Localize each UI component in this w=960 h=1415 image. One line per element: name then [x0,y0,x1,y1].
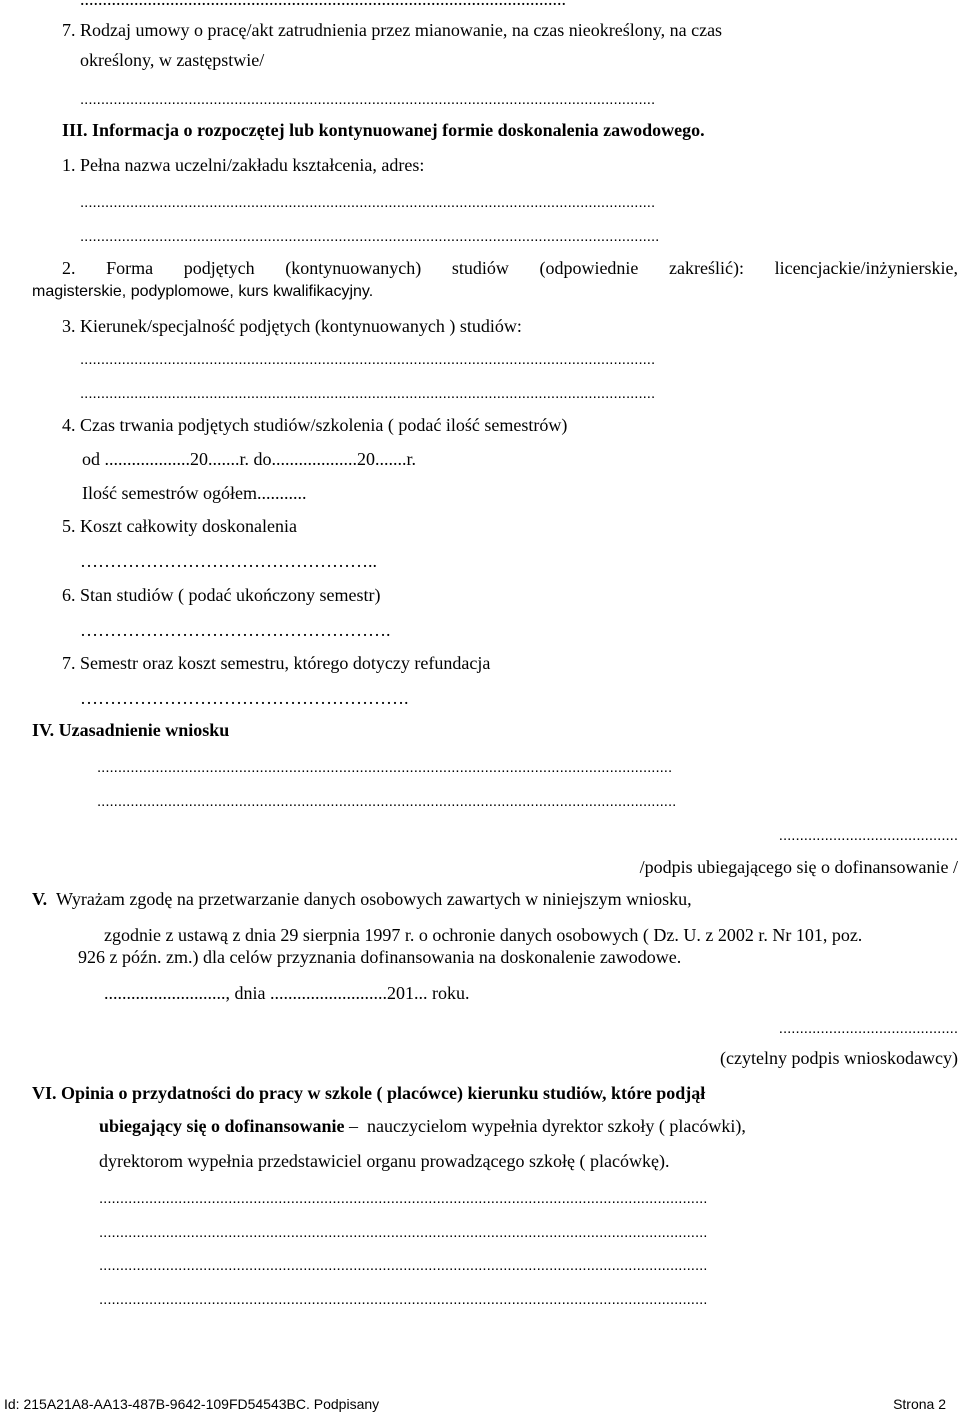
section-4-dotted-line: .......................................................................................................................................... [97,759,673,776]
section-6-applicant: ubiegający się o dofinansowanie [99,1116,345,1136]
question-4-total-semesters: Ilość semestrów ogółem........... [82,483,307,503]
top-dotted-line [80,0,566,10]
question-6-dotted-line: ……………………………………………. [80,620,391,640]
question-7-dotted-line: ………………………………………………. [80,688,409,708]
signature-line-applicant: ........................................... [778,827,958,844]
item7-line1: 7. Rodzaj umowy o pracę/akt zatrudnienia przez mianowanie, na czas nieokreślony, na czas [62,20,723,40]
question-1-dotted-line: .......................................................................................................................................... [80,194,656,211]
section-4-dotted-line: ........................................................................................................................................... [97,793,677,810]
signature-label-applicant-legible: (czytelny podpis wnioskodawcy) [720,1048,958,1068]
question-3: 3. Kierunek/specjalność podjętych (kontynuowanych ) studiów: [62,316,522,336]
question-3-dotted-line: .......................................................................................................................................... [80,351,656,368]
section-6-line3: dyrektorom wypełnia przedstawiciel organu prowadzącego szkołę ( placówkę). [99,1151,670,1171]
question-5: 5. Koszt całkowity doskonalenia [62,516,297,536]
section-6-heading: VI. Opinia o przydatności do pracy w szkole ( placówce) kierunku studiów, które podjął [32,1083,706,1103]
section-5-number: V. [32,889,48,909]
section-6-dotted-line: .................................................................................................................................................. [99,1257,708,1274]
question-2-line1: 2. Forma podjętych (kontynuowanych) studiów (odpowiednie zakreślić): licencjackie/inżynierskie, [62,258,958,278]
section-5-line2: zgodnie z ustawą z dnia 29 sierpnia 1997 r. o ochronie danych osobowych ( Dz. U. z 2002 r. Nr 101, poz. [104,925,863,945]
section-5-date-line: ..........................., dnia ..........................201... roku. [104,983,470,1003]
section-5-consent: Wyrażam zgodę na przetwarzanie danych osobowych zawartych w niniejszym wniosku, [56,889,692,909]
section-6-dotted-line: .................................................................................................................................................. [99,1224,708,1241]
question-4: 4. Czas trwania podjętych studiów/szkolenia ( podać ilość semestrów) [62,415,568,435]
section-6-teachers-note: – nauczycielom wypełnia dyrektor szkoły ( placówki), [344,1116,746,1136]
question-5-dotted-line: ………………………………………….. [80,551,377,571]
question-1-dotted-line: ........................................................................................................................................... [80,228,660,245]
signature-line-applicant-legible: ........................................... [778,1020,958,1037]
section-5-line3: 926 z późn. zm.) dla celów przyznania dofinansowania na doskonalenie zawodowe. [78,947,682,967]
question-2-line2: magisterskie, podyplomowe, kurs kwalifikacyjny. [32,283,374,300]
signature-label-applicant: /podpis ubiegającego się o dofinansowanie / [639,857,958,877]
section-6-line2 [99,1115,746,1137]
question-4-dates: od ...................20.......r. do...................20.......r. [82,449,417,469]
item7-dotted-line: .......................................................................................................................................... [80,91,656,108]
footer-page-number: Strona 2 [893,1396,946,1412]
section-6-dotted-line: .................................................................................................................................................. [99,1291,708,1308]
question-6: 6. Stan studiów ( podać ukończony semestr) [62,585,381,605]
item7-line2: określony, w zastępstwie/ [80,50,265,70]
section-3-heading: III. Informacja o rozpoczętej lub kontynuowanej formie doskonalenia zawodowego. [62,120,705,140]
question-7: 7. Semestr oraz koszt semestru, którego dotyczy refundacja [62,653,491,673]
section-4-heading: IV. Uzasadnienie wniosku [32,720,230,740]
section-6-dotted-line: .................................................................................................................................................. [99,1190,708,1207]
footer-document-id: Id: 215A21A8-AA13-487B-9642-109FD54543BC. Podpisany [4,1396,380,1412]
question-3-dotted-line: .......................................................................................................................................... [80,385,656,402]
question-1: 1. Pełna nazwa uczelni/zakładu kształcenia, adres: [62,155,425,175]
